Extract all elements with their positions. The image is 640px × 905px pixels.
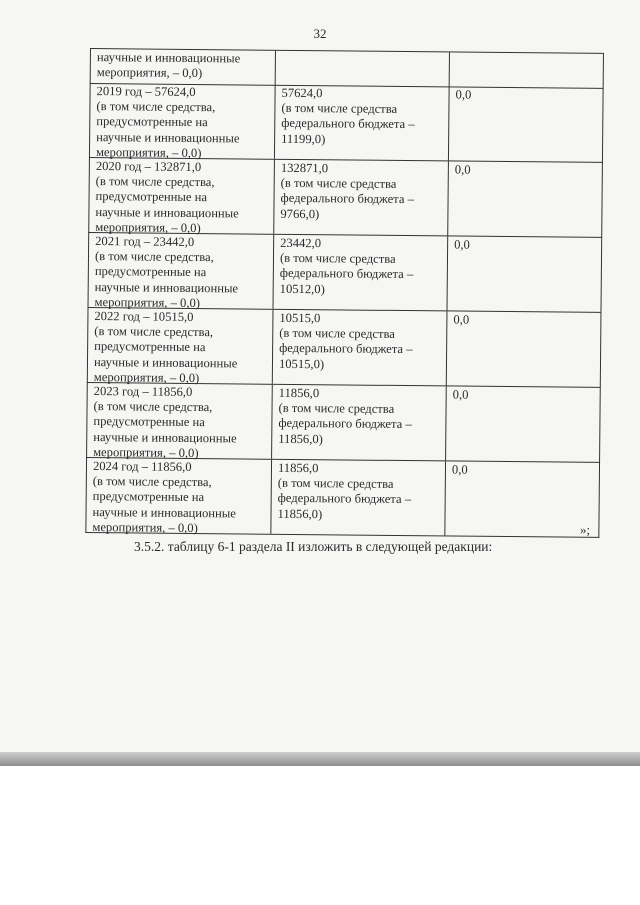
table-cell-year: 2020 год – 132871,0 (в том числе средства, предусмотренные на научные и инновационные мероприятия, – 0,0) bbox=[89, 158, 275, 234]
table-cell-extra bbox=[450, 52, 601, 87]
table-row bbox=[85, 458, 600, 538]
table-cell-year: 2022 год – 10515,0 (в том числе средства, предусмотренные на научные и инновационные мероприятия, – 0,0) bbox=[88, 308, 274, 384]
table-cell-year: 2024 год – 11856,0 (в том числе средства, предусмотренные на научные и инновационные мероприятия, – 0,0) bbox=[86, 458, 272, 534]
table-cell-amount: 57624,0 (в том числе средства федерального бюджета – 11199,0) bbox=[275, 85, 450, 161]
table-cell-amount: 132871,0 (в том числе средства федерального бюджета – 9766,0) bbox=[274, 160, 449, 236]
page-number: 32 bbox=[313, 26, 327, 41]
table-cell-extra: 0,0 bbox=[451, 462, 468, 477]
table-cell-year: 2023 год – 11856,0 (в том числе средства, предусмотренные на научные и инновационные мероприятия, – 0,0) bbox=[87, 383, 273, 459]
table-cell-amount: 11856,0 (в том числе средства федерального бюджета – 11856,0) bbox=[272, 385, 447, 461]
table-row bbox=[88, 158, 603, 238]
table-cell-year: 2019 год – 57624,0 (в том числе средства, предусмотренные на научные и инновационные мероприятия, – 0,0) bbox=[90, 83, 276, 159]
closing-quote: »; bbox=[580, 522, 591, 537]
table-cell-extra: 0,0 bbox=[452, 387, 469, 402]
table-cell-extra: 0,0 bbox=[454, 162, 471, 177]
table-row bbox=[86, 383, 601, 463]
table-cell-year: 2021 год – 23442,0 (в том числе средства, предусмотренные на научные и инновационные мероприятия, – 0,0) bbox=[89, 233, 275, 309]
table-cell-extra: 0,0 bbox=[455, 87, 472, 102]
table-row bbox=[88, 233, 603, 313]
table-row bbox=[89, 83, 604, 163]
table-cell-amount: 11856,0 (в том числе средства федерального бюджета – 11856,0) bbox=[271, 460, 446, 536]
amendment-paragraph: 3.5.2. таблицу 6-1 раздела II изложить в следующей редакции: bbox=[134, 539, 493, 554]
funding-table bbox=[85, 48, 604, 533]
table-cell-amount: 23442,0 (в том числе средства федерального бюджета – 10512,0) bbox=[274, 235, 449, 311]
table-cell-extra: 0,0 bbox=[453, 312, 470, 327]
table-cell-amount: 10515,0 (в том числе средства федерального бюджета – 10515,0) bbox=[273, 310, 448, 386]
page-bottom-edge bbox=[0, 752, 640, 766]
table-cell-year: научные и инновационные мероприятия, – 0,0) bbox=[91, 49, 276, 85]
table-cell-amount bbox=[276, 51, 450, 87]
table-row bbox=[87, 308, 602, 388]
table-cell-extra: 0,0 bbox=[454, 237, 470, 252]
